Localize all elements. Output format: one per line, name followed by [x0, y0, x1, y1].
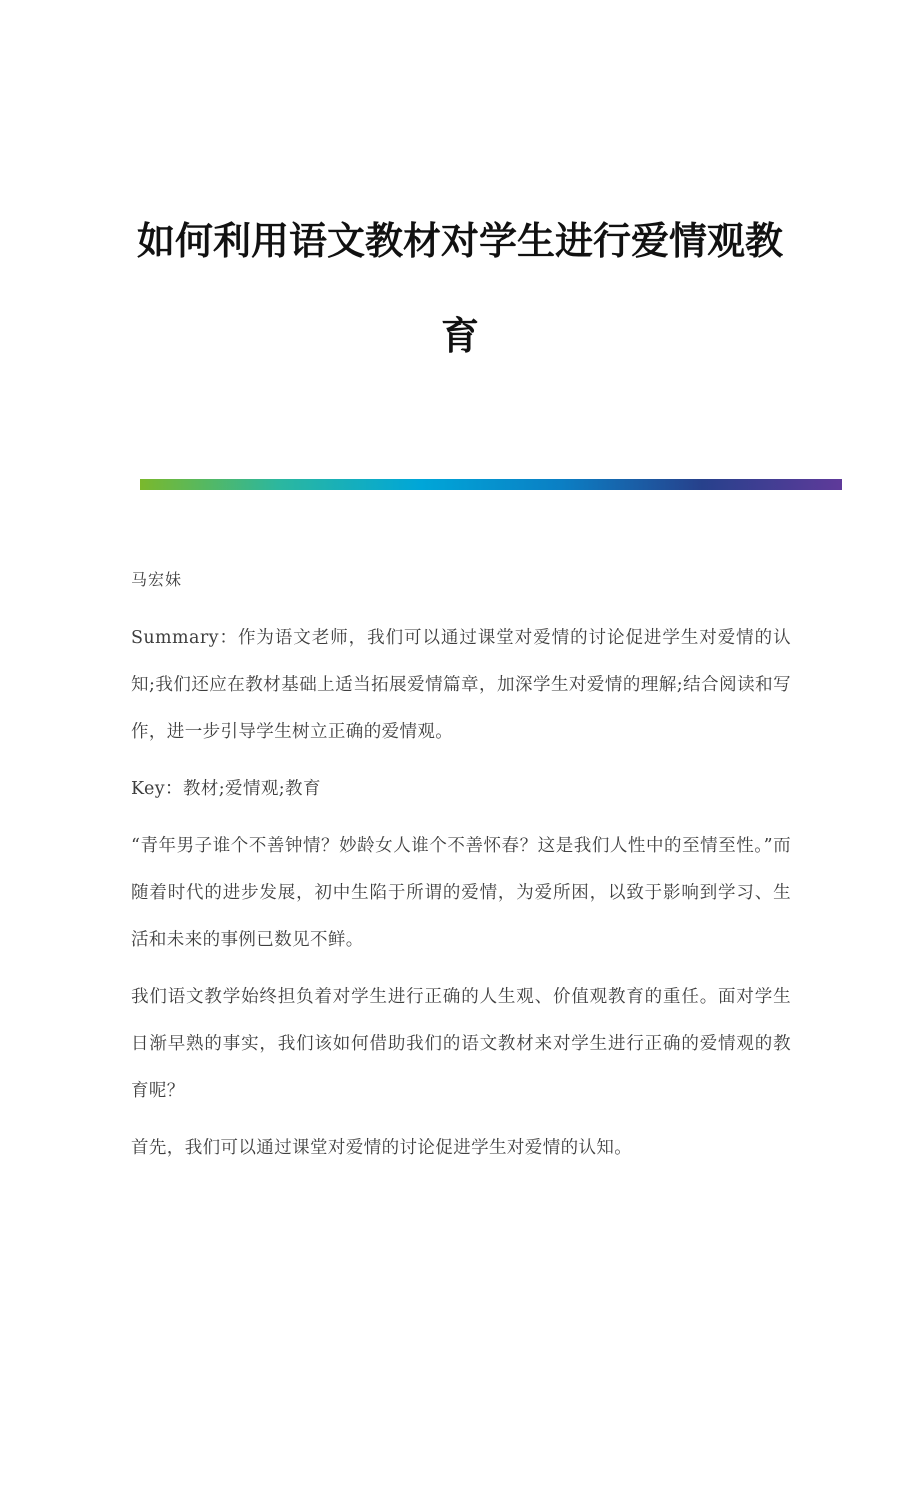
paragraph-keywords: Key：教材;爱情观;教育	[131, 779, 321, 799]
page-title: 如何利用语文教材对学生进行爱情观教育	[136, 218, 783, 358]
author-name: 马宏妹	[131, 570, 183, 589]
paragraph-first-point: 首先，我们可以通过课堂对爱情的讨论促进学生对爱情的认知。	[131, 1138, 633, 1158]
paragraph-summary: Summary：作为语文老师，我们可以通过课堂对爱情的讨论促进学生对爱情的认知;我们还应在教材基础上适当拓展爱情篇章，加深学生对爱情的理解;结合阅读和写作，进一步引导学生树立正确的爱情观。	[131, 628, 791, 742]
document-page	[0, 193, 920, 1172]
divider-bar	[140, 479, 842, 490]
paragraph-quote-intro: “青年男子谁个不善钟情？妙龄女人谁个不善怀春？这是我们人性中的至情至性。”而随着时代的进步发展，初中生陷于所谓的爱情，为爱所困，以致于影响到学习、生活和未来的事例已数见不鲜。	[131, 836, 791, 950]
paragraph-body: 我们语文教学始终担负着对学生进行正确的人生观、价值观教育的重任。面对学生日渐早熟的事实，我们该如何借助我们的语文教材来对学生进行正确的爱情观的教育呢？	[131, 987, 791, 1101]
